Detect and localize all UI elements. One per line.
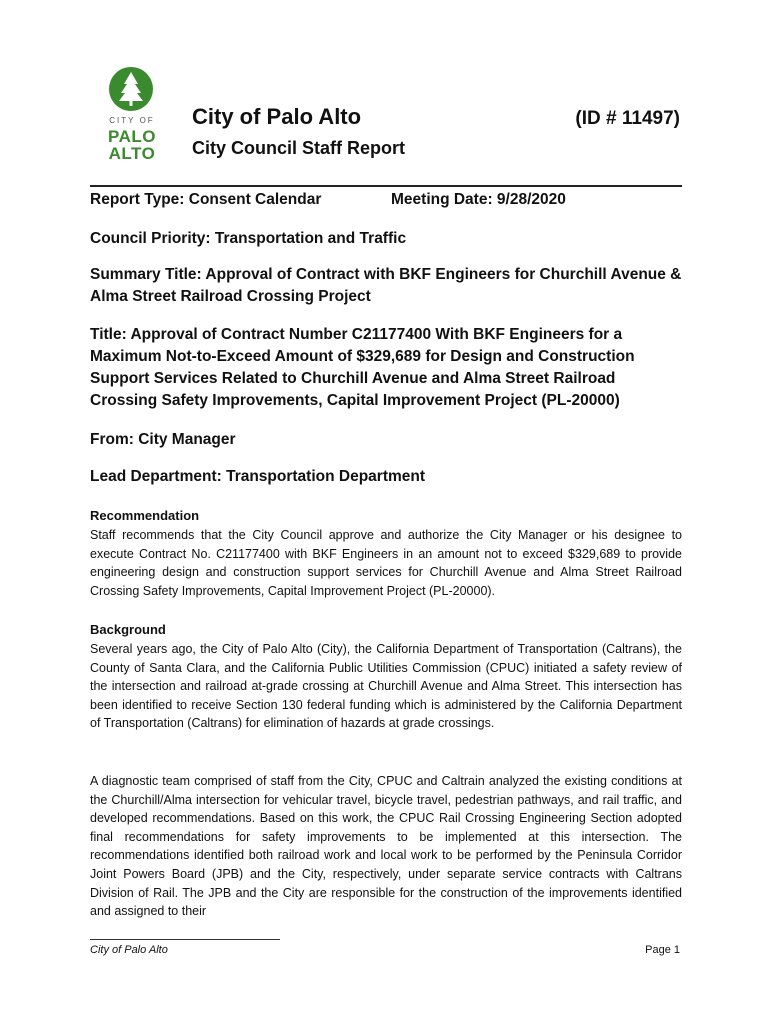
tree-icon <box>108 66 154 112</box>
from-line: From: City Manager <box>90 431 236 448</box>
report-type: Report Type: Consent Calendar <box>90 191 322 208</box>
report-title: Title: Approval of Contract Number C21177400 With BKF Engineers for a Maximum Not-to-Exceed Amount of $329,689 for Design and Construction Support Services Related to Churchill Avenue and Alma Street Railroad Crossing Safety Improvements, Capital Improvement Project (PL-20000) <box>90 326 635 409</box>
background-paragraph-1: Several years ago, the City of Palo Alto (City), the California Department of Transportation (Caltrans), the County of Santa Clara, and the California Public Utilities Commission (CPUC) initiated a safety review of the intersection and railroad at-grade crossing at Churchill Avenue and Alma Street. This intersection has been identified to receive Section 130 federal funding which is administered by the California Department of Transportation (Caltrans) for elimination of hazards at grade crossings. <box>90 642 682 731</box>
background-paragraph-2: A diagnostic team comprised of staff from the City, CPUC and Caltrain analyzed the existing conditions at the Churchill/Alma intersection for vehicular travel, bicycle travel, pedestrian pathways, and rail traffic, and developed recommendations. Based on this work, the CPUC Rail Crossing Engineering Section adopted final recommendations for safety improvements to be implemented at this intersection. The recommendations identified both railroad work and local work to be performed by the Peninsula Corridor Joint Powers Board (JPB) and the City, respectively, under separate service contracts with Caltrans Division of Rail. The JPB and the City are responsible for the construction of the improvements identified and assigned to their <box>90 774 682 919</box>
page-number: Page 1 <box>645 944 680 956</box>
summary-title: Summary Title: Approval of Contract with BKF Engineers for Churchill Avenue & Alma Street Railroad Crossing Project <box>90 266 682 305</box>
logo-alto: ALTO <box>108 144 156 163</box>
document-title: City of Palo Alto <box>192 104 362 129</box>
report-id: (ID # 11497) <box>575 108 680 129</box>
city-logo <box>104 66 160 163</box>
recommendation-heading: Recommendation <box>90 508 200 523</box>
document-subtitle: City Council Staff Report <box>192 138 406 158</box>
council-priority: Council Priority: Transportation and Traffic <box>90 230 407 247</box>
lead-department: Lead Department: Transportation Department <box>90 468 426 485</box>
header-divider <box>90 185 682 187</box>
meeting-date: Meeting Date: 9/28/2020 <box>391 191 566 208</box>
logo-palo: PALO <box>108 127 156 146</box>
logo-city-of: CITY OF <box>109 116 155 125</box>
background-heading: Background <box>90 622 166 637</box>
recommendation-text: Staff recommends that the City Council approve and authorize the City Manager or his designee to execute Contract No. C21177400 with BKF Engineers in an amount not to exceed $329,689 to provide engineering design and construction support services for Churchill Avenue and Alma Street Railroad Crossing Safety Improvements, Capital Improvement Project (PL-20000). <box>90 528 682 598</box>
footer-divider <box>90 939 280 940</box>
footer-city: City of Palo Alto <box>90 944 168 956</box>
